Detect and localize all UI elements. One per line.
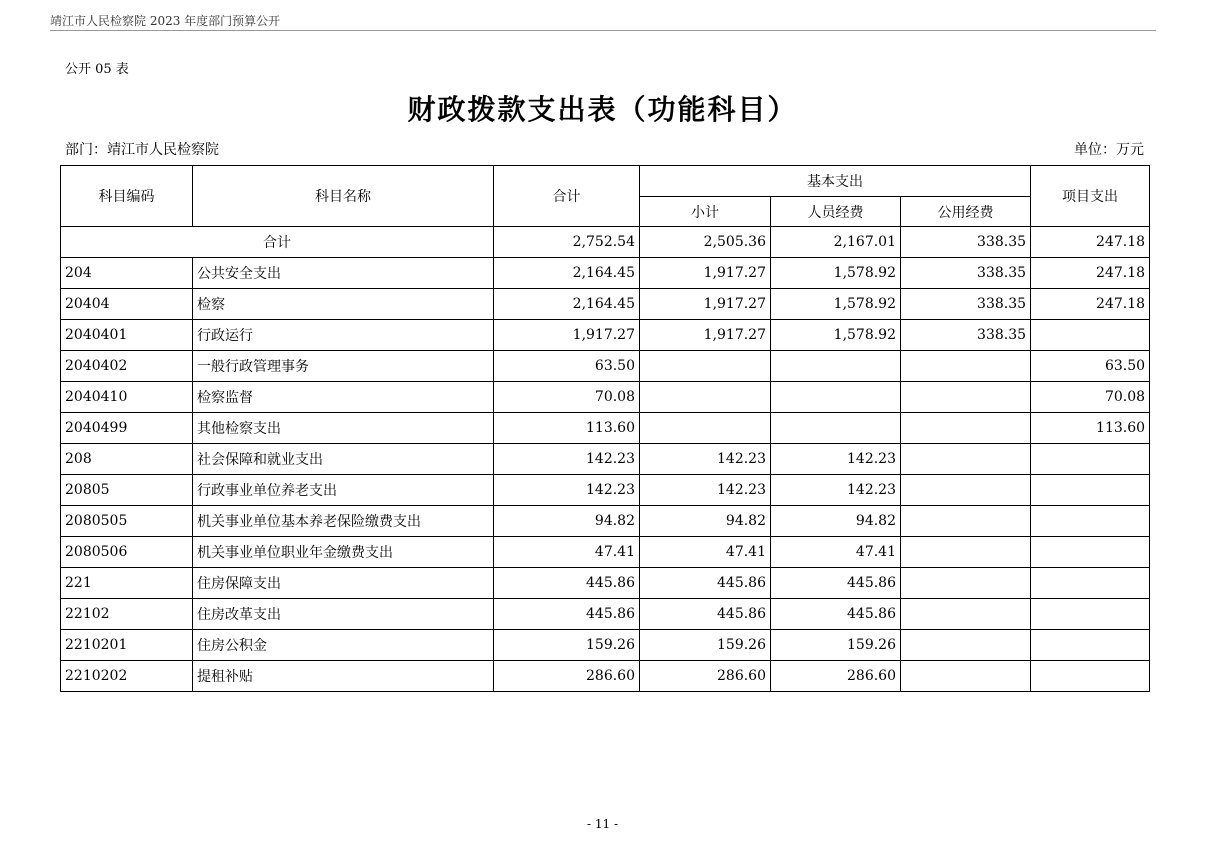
cell-subtotal <box>640 413 771 444</box>
cell-personnel: 142.23 <box>771 444 901 475</box>
cell-name: 机关事业单位基本养老保险缴费支出 <box>193 506 494 537</box>
cell-public <box>901 568 1031 599</box>
col-header-public: 公用经费 <box>901 197 1031 227</box>
total-row-label: 合计 <box>61 227 494 258</box>
cell-personnel: 1,578.92 <box>771 320 901 351</box>
unit-label: 单位：万元 <box>1074 142 1144 158</box>
cell-personnel: 445.86 <box>771 599 901 630</box>
cell-personnel: 1,578.92 <box>771 289 901 320</box>
cell-subtotal: 1,917.27 <box>640 258 771 289</box>
cell-total: 142.23 <box>494 444 640 475</box>
cell-total: 142.23 <box>494 475 640 506</box>
department-label: 部门：靖江市人民检察院 <box>65 142 219 158</box>
col-header-subtotal: 小计 <box>640 197 771 227</box>
col-header-basic-group: 基本支出 <box>640 166 1031 197</box>
cell-subtotal: 142.23 <box>640 475 771 506</box>
cell-subtotal <box>640 351 771 382</box>
cell-code: 221 <box>61 568 193 599</box>
budget-table <box>60 165 1150 692</box>
cell-code: 204 <box>61 258 193 289</box>
cell-subtotal <box>640 382 771 413</box>
cell-personnel: 47.41 <box>771 537 901 568</box>
cell-total: 286.60 <box>494 661 640 692</box>
cell-subtotal: 286.60 <box>640 661 771 692</box>
cell-code: 208 <box>61 444 193 475</box>
cell-total: 1,917.27 <box>494 320 640 351</box>
cell-code: 2040499 <box>61 413 193 444</box>
table-number: 公开 05 表 <box>65 62 129 77</box>
cell-project <box>1031 661 1150 692</box>
col-header-total: 合计 <box>494 166 640 227</box>
running-header: 靖江市人民检察院 2023 年度部门预算公开 <box>50 14 281 28</box>
cell-project <box>1031 475 1150 506</box>
cell-code: 2040410 <box>61 382 193 413</box>
cell-project <box>1031 506 1150 537</box>
cell-project: 113.60 <box>1031 413 1150 444</box>
cell-name: 检察 <box>193 289 494 320</box>
cell-code: 2080506 <box>61 537 193 568</box>
table-row <box>61 289 1150 320</box>
col-header-project: 项目支出 <box>1031 166 1150 227</box>
cell-personnel: 94.82 <box>771 506 901 537</box>
cell-name: 其他检察支出 <box>193 413 494 444</box>
cell-name: 公共安全支出 <box>193 258 494 289</box>
col-header-code: 科目编码 <box>61 166 193 227</box>
cell-total: 445.86 <box>494 599 640 630</box>
cell-code: 2210201 <box>61 630 193 661</box>
cell-name: 住房公积金 <box>193 630 494 661</box>
table-row <box>61 630 1150 661</box>
cell-subtotal: 47.41 <box>640 537 771 568</box>
cell-total: 70.08 <box>494 382 640 413</box>
cell-total: 2,164.45 <box>494 258 640 289</box>
cell-personnel: 1,578.92 <box>771 258 901 289</box>
cell-name: 行政事业单位养老支出 <box>193 475 494 506</box>
cell-public <box>901 475 1031 506</box>
total-row-subtotal: 2,505.36 <box>640 227 771 258</box>
cell-code: 2040402 <box>61 351 193 382</box>
table-row <box>61 568 1150 599</box>
table-row <box>61 444 1150 475</box>
cell-subtotal: 1,917.27 <box>640 289 771 320</box>
total-row-personnel: 2,167.01 <box>771 227 901 258</box>
cell-code: 2210202 <box>61 661 193 692</box>
cell-code: 22102 <box>61 599 193 630</box>
cell-personnel: 142.23 <box>771 475 901 506</box>
cell-public <box>901 599 1031 630</box>
cell-public <box>901 351 1031 382</box>
col-header-personnel: 人员经费 <box>771 197 901 227</box>
table-row <box>61 599 1150 630</box>
cell-public <box>901 413 1031 444</box>
page-title: 财政拨款支出表（功能科目） <box>407 93 798 126</box>
cell-personnel: 445.86 <box>771 568 901 599</box>
cell-public <box>901 661 1031 692</box>
cell-project <box>1031 320 1150 351</box>
cell-name: 行政运行 <box>193 320 494 351</box>
page-number: - 11 - <box>586 817 618 831</box>
cell-name: 提租补贴 <box>193 661 494 692</box>
cell-public <box>901 444 1031 475</box>
cell-project <box>1031 599 1150 630</box>
cell-subtotal: 445.86 <box>640 599 771 630</box>
cell-total: 113.60 <box>494 413 640 444</box>
table-row <box>61 413 1150 444</box>
header-divider <box>50 30 1156 31</box>
cell-total: 445.86 <box>494 568 640 599</box>
cell-personnel <box>771 382 901 413</box>
total-row-public: 338.35 <box>901 227 1031 258</box>
cell-personnel: 286.60 <box>771 661 901 692</box>
cell-name: 一般行政管理事务 <box>193 351 494 382</box>
cell-project: 247.18 <box>1031 258 1150 289</box>
total-row-project: 247.18 <box>1031 227 1150 258</box>
cell-personnel: 159.26 <box>771 630 901 661</box>
cell-subtotal: 142.23 <box>640 444 771 475</box>
cell-name: 检察监督 <box>193 382 494 413</box>
cell-public <box>901 537 1031 568</box>
table-row <box>61 320 1150 351</box>
cell-project: 63.50 <box>1031 351 1150 382</box>
table-row <box>61 475 1150 506</box>
cell-subtotal: 94.82 <box>640 506 771 537</box>
cell-public: 338.35 <box>901 289 1031 320</box>
cell-code: 20404 <box>61 289 193 320</box>
total-row <box>61 227 1150 258</box>
cell-public: 338.35 <box>901 320 1031 351</box>
cell-total: 47.41 <box>494 537 640 568</box>
cell-project <box>1031 537 1150 568</box>
cell-subtotal: 159.26 <box>640 630 771 661</box>
col-header-name: 科目名称 <box>193 166 494 227</box>
cell-personnel <box>771 413 901 444</box>
cell-name: 机关事业单位职业年金缴费支出 <box>193 537 494 568</box>
cell-code: 2040401 <box>61 320 193 351</box>
cell-project: 70.08 <box>1031 382 1150 413</box>
table-row <box>61 258 1150 289</box>
cell-name: 社会保障和就业支出 <box>193 444 494 475</box>
cell-personnel <box>771 351 901 382</box>
cell-total: 94.82 <box>494 506 640 537</box>
cell-total: 63.50 <box>494 351 640 382</box>
cell-total: 159.26 <box>494 630 640 661</box>
table-row <box>61 506 1150 537</box>
cell-name: 住房保障支出 <box>193 568 494 599</box>
cell-subtotal: 445.86 <box>640 568 771 599</box>
cell-project: 247.18 <box>1031 289 1150 320</box>
cell-name: 住房改革支出 <box>193 599 494 630</box>
cell-subtotal: 1,917.27 <box>640 320 771 351</box>
cell-project <box>1031 568 1150 599</box>
table-row <box>61 661 1150 692</box>
cell-public <box>901 630 1031 661</box>
table-row <box>61 351 1150 382</box>
cell-project <box>1031 444 1150 475</box>
cell-public: 338.35 <box>901 258 1031 289</box>
table-row <box>61 382 1150 413</box>
cell-code: 20805 <box>61 475 193 506</box>
cell-public <box>901 506 1031 537</box>
table-row <box>61 537 1150 568</box>
cell-code: 2080505 <box>61 506 193 537</box>
cell-project <box>1031 630 1150 661</box>
cell-public <box>901 382 1031 413</box>
cell-total: 2,164.45 <box>494 289 640 320</box>
total-row-total: 2,752.54 <box>494 227 640 258</box>
